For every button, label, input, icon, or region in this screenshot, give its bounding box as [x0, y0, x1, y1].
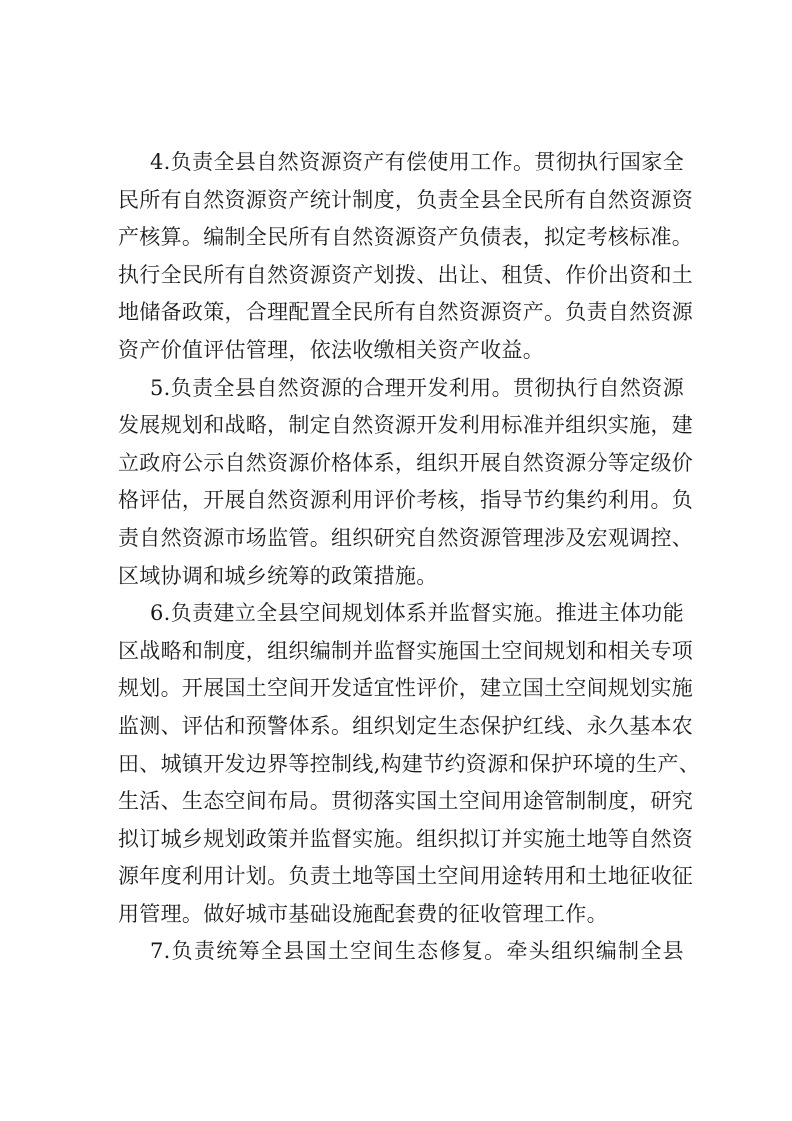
document-body — [118, 144, 701, 971]
paragraph-line: 6.负责建立全县空间规划体系并监督实施。推进主体功能 — [150, 601, 684, 626]
paragraph-item-7 — [118, 933, 684, 971]
paragraph-line: 区战略和制度，组织编制并监督实施国土空间规划和相关专项 — [118, 638, 694, 663]
paragraph-line: 产核算。编制全民所有自然资源资产负债表，拟定考核标准。 — [118, 225, 694, 250]
paragraph-line: 7.负责统筹全县国土空间生态修复。牵头组织编制全县 — [150, 939, 684, 964]
paragraph-item-6 — [118, 595, 701, 933]
paragraph-line: 责自然资源市场监管。组织研究自然资源管理涉及宏观调控、 — [118, 525, 694, 550]
paragraph-line: 规划。开展国土空间开发适宜性评价，建立国土空间规划实施 — [118, 676, 694, 701]
paragraph-line: 源年度利用计划。负责土地等国土空间用途转用和土地征收征 — [118, 864, 694, 889]
paragraph-line: 民所有自然资源资产统计制度，负责全县全民所有自然资源资 — [118, 187, 694, 212]
paragraph-line: 区域协调和城乡统筹的政策措施。 — [118, 563, 438, 588]
paragraph-line: 监测、评估和预警体系。组织划定生态保护红线、永久基本农 — [118, 713, 694, 738]
paragraph-item-5 — [118, 370, 694, 596]
paragraph-line: 立政府公示自然资源价格体系，组织开展自然资源分等定级价 — [118, 450, 694, 475]
paragraph-line: 资产价值评估管理，依法收缴相关资产收益。 — [118, 337, 544, 362]
paragraph-line: 格评估，开展自然资源利用评价考核，指导节约集约利用。负 — [118, 488, 694, 513]
paragraph-item-4 — [118, 144, 694, 370]
paragraph-line: 4.负责全县自然资源资产有偿使用工作。贯彻执行国家全 — [150, 150, 684, 174]
paragraph-line: 田、城镇开发边界等控制线,构建节约资源和保护环境的生产、 — [118, 751, 701, 776]
paragraph-line: 拟订城乡规划政策并监督实施。组织拟订并实施土地等自然资 — [118, 826, 694, 851]
paragraph-line: 执行全民所有自然资源资产划拨、出让、租赁、作价出资和土 — [118, 262, 694, 287]
paragraph-line: 生活、生态空间布局。贯彻落实国土空间用途管制制度，研究 — [118, 789, 694, 814]
paragraph-line: 发展规划和战略，制定自然资源开发利用标准并组织实施，建 — [118, 413, 694, 438]
paragraph-line: 5.负责全县自然资源的合理开发利用。贯彻执行自然资源 — [150, 375, 684, 400]
paragraph-line: 用管理。做好城市基础设施配套费的征收管理工作。 — [118, 901, 608, 926]
paragraph-line: 地储备政策，合理配置全民所有自然资源资产。负责自然资源 — [118, 300, 694, 325]
